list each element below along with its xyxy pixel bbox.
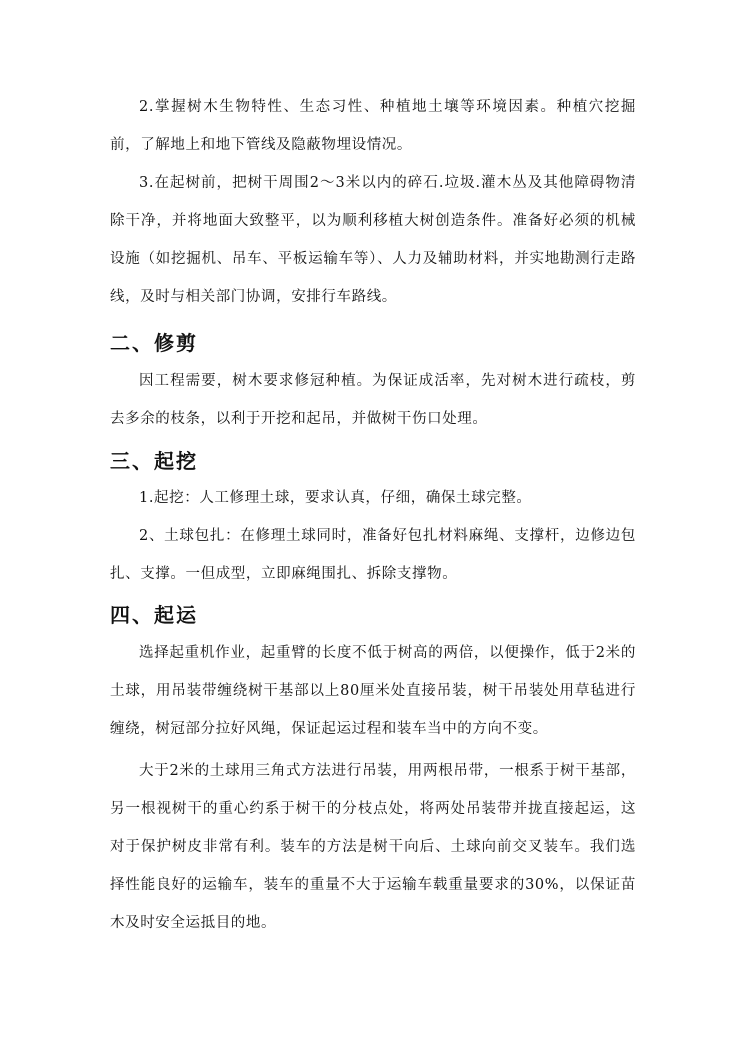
section-heading-transport: 四、起运 xyxy=(110,603,198,627)
paragraph-transport-1: 选择起重机作业，起重臂的长度不低于树高的两倍，以便操作，低于2米的土球，用吊装带缠绕树干基部以上80厘米处直接吊装，树干吊装处用草毡进行缠绕，树冠部分拉好风绳，保证起运过程和装车当中的方向不变。 xyxy=(110,645,636,737)
paragraph-digging-1: 1.起挖：人工修理土球，要求认真，仔细，确保土球完整。 xyxy=(139,490,532,506)
paragraph-transport-2: 大于2米的土球用三角式方法进行吊装，用两根吊带，一根系于树干基部，另一根视树干的重心约系于树干的分枝点处，将两处吊装带并拢直接起运，这对于保护树皮非常有利。装车的方法是树干向后、土球向前交叉装车。我们选择性能良好的运输车，装车的重量不大于运输车载重量要求的30%，以保证苗木及时安全运抵目的地。 xyxy=(110,763,636,931)
section-heading-digging: 三、起挖 xyxy=(110,449,198,473)
paragraph-site-survey: 2.掌握树木生物特性、生态习性、种植地土壤等环境因素。种植穴挖掘前，了解地上和地下管线及隐蔽物埋设情况。 xyxy=(110,99,636,153)
paragraph-pruning: 因工程需要，树木要求修冠种植。为保证成活率，先对树木进行疏枝，剪去多余的枝条，以利于开挖和起吊，并做树干伤口处理。 xyxy=(110,373,636,427)
section-heading-pruning: 二、修剪 xyxy=(110,331,198,355)
paragraph-digging-2: 2、土球包扎：在修理土球同时，准备好包扎材料麻绳、支撑杆，边修边包扎、支撑。一但成型，立即麻绳围扎、拆除支撑物。 xyxy=(110,528,636,582)
paragraph-site-clearing: 3.在起树前，把树干周围2～3米以内的碎石.垃圾.灌木丛及其他障碍物清除干净，并将地面大致整平，以为顺利移植大树创造条件。准备好必须的机械设施（如挖掘机、吊车、平板运输车等）、人力及辅助材料，并实地勘测行走路线，及时与相关部门协调，安排行车路线。 xyxy=(110,175,636,305)
